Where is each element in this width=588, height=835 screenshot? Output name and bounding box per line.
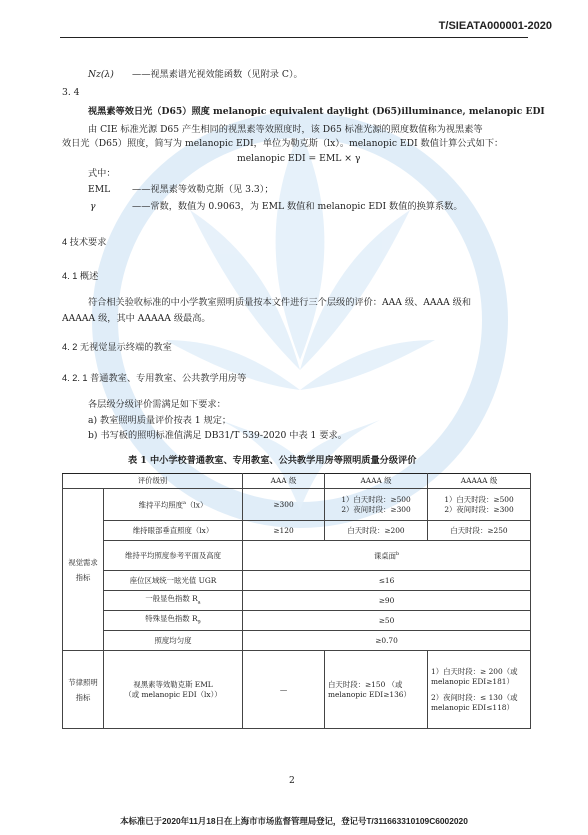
table-row	[63, 611, 531, 631]
table-caption: 表 1 中小学校普通教室、专用教室、公共教学用房等照明质量分级评价	[128, 455, 417, 466]
cell-eml-aaaa	[325, 651, 428, 729]
requirement-a: a) 教室照明质量评价按表 1 规定；	[88, 415, 232, 426]
row-label-ra	[104, 591, 243, 611]
header-aaa: AAA 级	[243, 474, 325, 489]
section-4-heading: 4 技术要求	[62, 237, 107, 247]
group-visual-label: 视觉需求指标	[68, 557, 98, 582]
section-4-1-paragraph-line-2: AAAAA 级，其中 AAAAA 级最高。	[62, 313, 211, 324]
group-rhythm-lighting	[63, 651, 104, 729]
header-aaaa: AAAA 级	[325, 474, 428, 489]
group-rhythm-label: 节律照明指标	[68, 677, 98, 702]
cell-eml-aaaaa	[428, 651, 531, 729]
cell-avg-illum-aaa: ≥300	[243, 489, 325, 521]
gamma-description: ——常数，数值为 0.9063，为 EML 数值和 melanopic EDI 数值的换算系数。	[132, 201, 463, 212]
eml-aaaaa-line-4: melanopic EDI≤118）	[431, 702, 514, 712]
avg-illum-unit: （lx）	[186, 500, 208, 510]
where-label: 式中：	[88, 168, 116, 179]
cell-avg-illum-aaaa	[325, 489, 428, 521]
table-row	[63, 571, 531, 591]
eml-aaaa-line-1: 白天时段：≥150 （或	[328, 679, 403, 689]
avg-illum-label: 维持平均照度	[138, 500, 184, 510]
table-row	[63, 541, 531, 571]
cell-r9: ≥50	[243, 611, 531, 631]
footnote-a: a	[183, 500, 187, 507]
ref-plane-value: 课桌面	[373, 551, 396, 561]
eml-aaaaa-line-1: 1）白天时段：≥ 200（或	[431, 666, 518, 676]
section-3-4-number: 3. 4	[62, 87, 80, 98]
row-label-ugr: 座位区域统一眩光值 UGR	[104, 571, 243, 591]
row-label-r9	[104, 611, 243, 631]
section-3-4-title: 视黑素等效日光（D65）照度 melanopic equivalent daylight (D65)illuminance, melanopic EDI	[88, 106, 545, 117]
footnote-b: b	[396, 551, 400, 558]
table-row	[63, 591, 531, 611]
section-3-4-paragraph-line-1: 由 CIE 标准光源 D65 产生相同的视黑素等效照度时，该 D65 标准光源的照度数值称为视黑素等	[88, 124, 483, 135]
header-level: 评价级别	[63, 474, 243, 489]
row-label-ref-plane: 维持平均照度参考平面及高度	[104, 541, 243, 571]
eml-description: ——视黑素等效勒克斯（见 3.3）；	[132, 184, 274, 195]
group-visual-requirements	[63, 489, 104, 651]
ra-subscript: a	[197, 599, 201, 606]
table-row	[63, 521, 531, 541]
cell-eml-aaa: —	[243, 651, 325, 729]
section-4-1-heading: 4. 1 概述	[62, 271, 99, 281]
table-row	[63, 631, 531, 651]
requirements-intro: 各层级分级评价需满足如下要求：	[88, 399, 226, 410]
table-row	[63, 489, 531, 521]
cell-ra: ≥90	[243, 591, 531, 611]
formula: melanopic EDI = EML × γ	[237, 153, 361, 164]
cell-vert-illum-aaa: ≥120	[243, 521, 325, 541]
row-label-eml	[104, 651, 243, 729]
standard-code: T/SIEATA000001-2020	[438, 20, 552, 32]
ns-description: ——视黑素谱光视效能函数（见附录 C）。	[132, 69, 303, 80]
avg-illum-aaaa-day: 1）白天时段：≥500	[341, 494, 411, 504]
gamma-symbol: γ	[90, 201, 96, 212]
row-label-uniformity: 照度均匀度	[104, 631, 243, 651]
ns-symbol: Nz(λ)	[88, 69, 114, 80]
eml-aaaaa-line-2: melanopic EDI≥181）	[431, 676, 514, 686]
row-label-avg-illum	[104, 489, 243, 521]
grade-table	[62, 473, 531, 729]
eml-label-line-2: （或 melanopic EDI（lx））	[124, 689, 222, 699]
eml-symbol: EML	[88, 184, 111, 195]
section-4-1-paragraph-line-1: 符合相关验收标准的中小学教室照明质量按本文件进行三个层级的评价：AAA 级、AAAA 级和	[88, 297, 472, 308]
page-number: 2	[289, 775, 295, 786]
eml-aaaa-line-2: melanopic EDI≥136）	[328, 689, 411, 699]
row-label-vert-illum: 维持眼部垂直照度（lx）	[104, 521, 243, 541]
cell-vert-illum-aaaa: 白天时段：≥200	[325, 521, 428, 541]
ra-label: 一般显色指数 R	[145, 593, 198, 603]
header-rule	[60, 37, 528, 38]
section-4-2-heading: 4. 2 无视觉显示终端的教室	[62, 342, 172, 352]
table-row	[63, 651, 531, 729]
cell-ref-plane	[243, 541, 531, 571]
avg-illum-aaaa-night: 2）夜间时段：≥300	[341, 504, 411, 514]
header-aaaaa: AAAAA 级	[428, 474, 531, 489]
avg-illum-aaaaa-day: 1）白天时段：≥500	[444, 494, 514, 504]
r9-label: 特殊显色指数 R	[145, 613, 198, 623]
section-3-4-paragraph-line-2: 效日光（D65）照度，简写为 melanopic EDI，单位为勒克斯（lx）。melanopic EDI 数值计算公式如下：	[62, 138, 504, 149]
cell-ugr: ≤16	[243, 571, 531, 591]
eml-aaaaa-line-3: 2）夜间时段：≤ 130（或	[431, 692, 518, 702]
table-header-row	[63, 474, 531, 489]
cell-vert-illum-aaaaa: 白天时段：≥250	[428, 521, 531, 541]
section-4-2-1-heading: 4. 2. 1 普通教室、专用教室、公共教学用房等	[62, 373, 247, 383]
registration-notice: 本标准已于2020年11月18日在上海市市场监督管理局登记，登记号T/311663310109C6002020	[120, 816, 468, 826]
cell-avg-illum-aaaaa	[428, 489, 531, 521]
r9-subscript: 9	[197, 619, 201, 626]
requirement-b: b) 书写板的照明标准值满足 DB31/T 539-2020 中表 1 要求。	[88, 430, 347, 441]
avg-illum-aaaaa-night: 2）夜间时段：≥300	[444, 504, 514, 514]
eml-label-line-1: 视黑素等效勒克斯 EML	[133, 679, 213, 689]
cell-uniformity: ≥0.70	[243, 631, 531, 651]
